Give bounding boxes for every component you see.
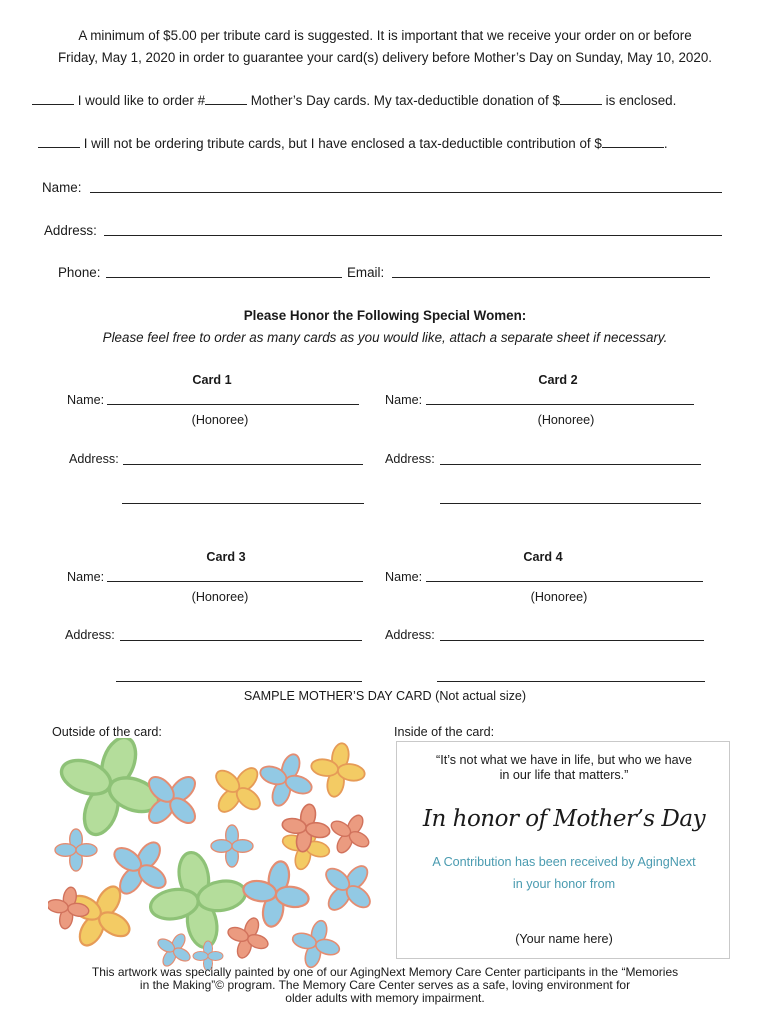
- no-order-text: I will not be ordering tribute cards, but I have enclosed a tax-deductible contribution of $: [83, 136, 602, 151]
- inside-label: Inside of the card:: [394, 725, 495, 739]
- donation-amount-field[interactable]: [560, 92, 602, 105]
- no-order-check-field[interactable]: [38, 135, 80, 148]
- card-2-address-field-2[interactable]: [440, 503, 701, 504]
- intro-line-1: A minimum of $5.00 per tribute card is suggested. It is important that we receive your order on or before: [78, 28, 692, 43]
- contribution-line-2: in your honor from: [512, 877, 616, 891]
- card-1-address-field-2[interactable]: [122, 503, 364, 504]
- card-2-address-label: Address:: [385, 452, 435, 466]
- script-heading: In honor of Mother’s Day: [422, 806, 706, 832]
- order-check-field[interactable]: [32, 92, 74, 105]
- card-1-name-label: Name:: [67, 393, 105, 407]
- contact-address-label: Address:: [44, 223, 97, 238]
- card-2-title: Card 2: [538, 373, 578, 387]
- outside-label: Outside of the card:: [52, 725, 162, 739]
- sample-heading: SAMPLE MOTHER’S DAY CARD (Not actual size): [243, 689, 527, 703]
- card-3-name-field[interactable]: [107, 581, 363, 582]
- quote-line-2: in our life that matters.”: [499, 768, 629, 782]
- contact-phone-field[interactable]: [106, 277, 342, 278]
- your-name-placeholder: (Your name here): [515, 932, 613, 946]
- card-2-honoree: (Honoree): [537, 413, 595, 427]
- card-1-honoree: (Honoree): [191, 413, 249, 427]
- card-count-field[interactable]: [205, 92, 247, 105]
- no-order-period: .: [663, 136, 668, 151]
- quote-line-1: “It’s not what we have in life, but who we have: [436, 753, 692, 767]
- inside-card-sample: [396, 741, 730, 959]
- card-4-name-field[interactable]: [426, 581, 703, 582]
- contact-phone-label: Phone:: [58, 265, 101, 280]
- card-3-address-field-2[interactable]: [116, 681, 362, 682]
- card-1-address-label: Address:: [69, 452, 119, 466]
- contact-name-label: Name:: [42, 180, 82, 195]
- card-1-name-field[interactable]: [107, 404, 359, 405]
- order-line: [32, 92, 676, 110]
- order-text-3: is enclosed.: [605, 93, 677, 108]
- card-4-address-field-2[interactable]: [437, 681, 705, 682]
- contact-address-field[interactable]: [104, 235, 722, 236]
- order-text-1: I would like to order #: [77, 93, 206, 108]
- card-3-honoree: (Honoree): [191, 590, 249, 604]
- contribution-line-1: A Contribution has been received by AgingNext: [432, 855, 696, 869]
- contact-name-field[interactable]: [90, 192, 722, 193]
- card-4-name-label: Name:: [385, 570, 423, 584]
- card-3-name-label: Name:: [67, 570, 105, 584]
- footer-line-3: older adults with memory impairment.: [285, 991, 485, 1005]
- honor-title: Please Honor the Following Special Women:: [243, 308, 527, 323]
- card-4-address-label: Address:: [385, 628, 435, 642]
- card-3-address-label: Address:: [65, 628, 115, 642]
- no-order-line: [38, 135, 668, 153]
- card-2-name-field[interactable]: [426, 404, 694, 405]
- card-1-title: Card 1: [192, 373, 232, 387]
- card-3-address-field-1[interactable]: [120, 640, 362, 641]
- card-3-title: Card 3: [206, 550, 246, 564]
- honor-subtitle: Please feel free to order as many cards as you would like, attach a separate sheet if necessary.: [102, 330, 668, 345]
- flower-artwork: [48, 738, 378, 970]
- card-4-title: Card 4: [523, 550, 563, 564]
- card-4-honoree: (Honoree): [530, 590, 588, 604]
- footer-line-2: in the Making”© program. The Memory Care Center serves as a safe, loving environment for: [139, 978, 631, 992]
- order-text-2: Mother’s Day cards. My tax-deductible donation of $: [250, 93, 560, 108]
- card-4-address-field-1[interactable]: [440, 640, 704, 641]
- footer: [0, 966, 770, 1005]
- contribution-amount-field[interactable]: [602, 135, 664, 148]
- card-2-address-field-1[interactable]: [440, 464, 701, 465]
- card-2-name-label: Name:: [385, 393, 423, 407]
- card-1-address-field-1[interactable]: [123, 464, 363, 465]
- contact-email-label: Email:: [347, 265, 385, 280]
- contact-email-field[interactable]: [392, 277, 710, 278]
- footer-line-1: This artwork was specially painted by one of our AgingNext Memory Care Center participants in the “Memories: [91, 965, 679, 979]
- intro-line-2: Friday, May 1, 2020 in order to guarantee your card(s) delivery before Mother’s Day on Sunday, May 10, 2020.: [57, 50, 712, 65]
